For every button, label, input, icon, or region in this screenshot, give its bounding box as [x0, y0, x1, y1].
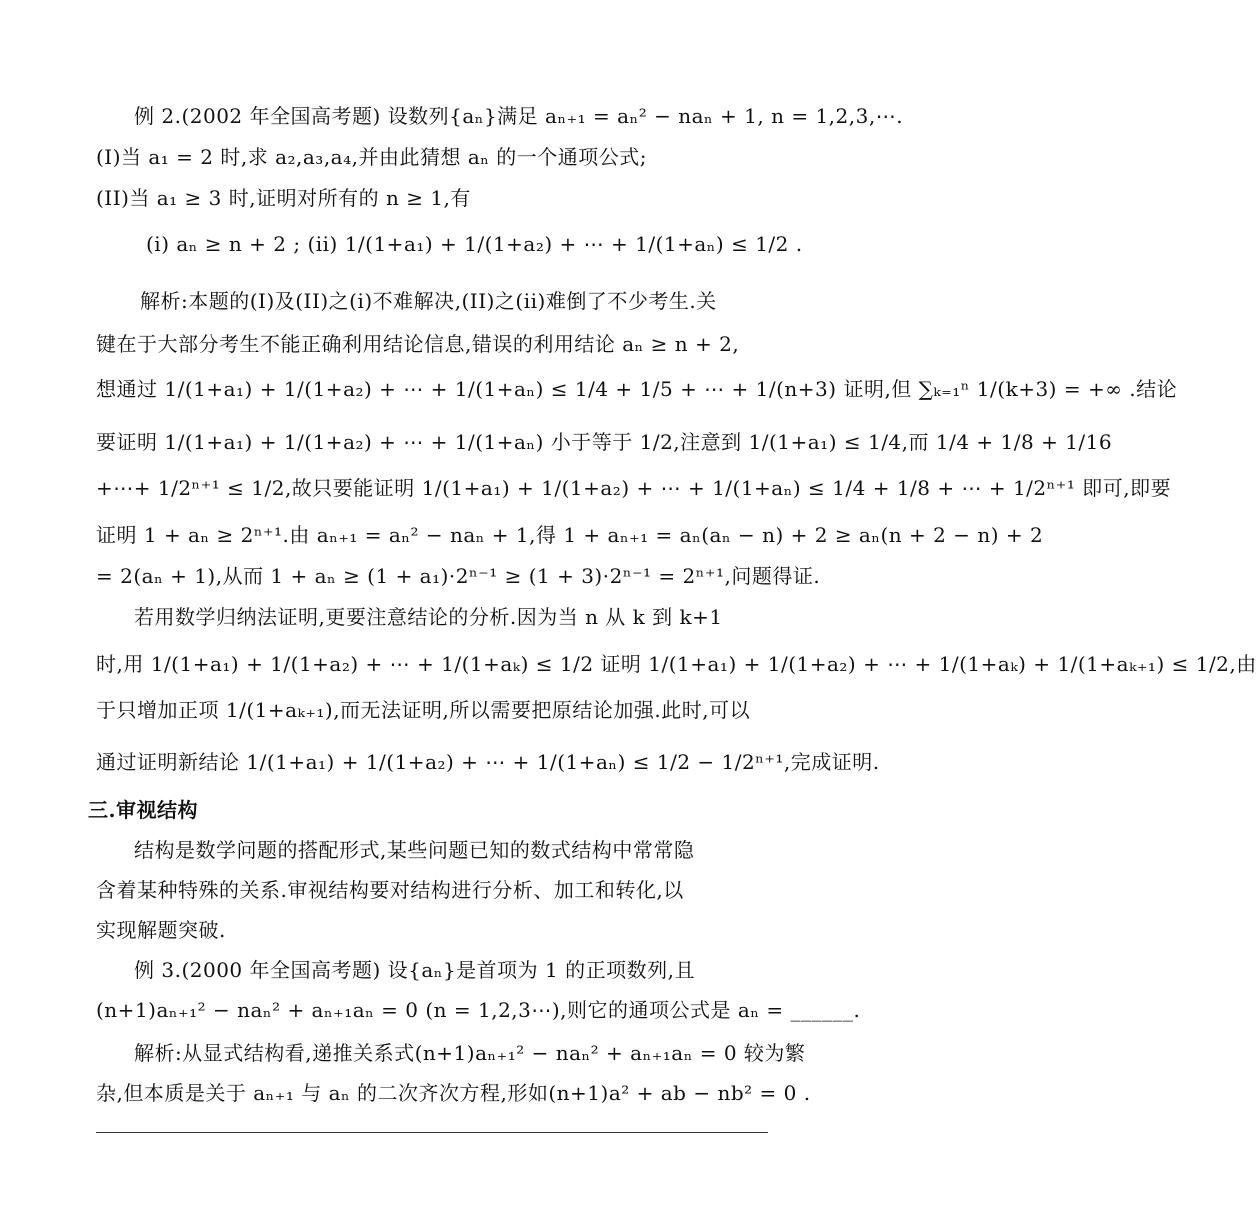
text-line: 含着某种特殊的关系.审视结构要对结构进行分析、加工和转化,以 — [96, 877, 684, 902]
section-heading: 三.审视结构 — [88, 797, 198, 822]
text-line: (I)当 a₁ = 2 时,求 a₂,a₃,a₄,并由此猜想 aₙ 的一个通项公式; — [96, 144, 647, 169]
text-line: 杂,但本质是关于 aₙ₊₁ 与 aₙ 的二次齐次方程,形如(n+1)a² + ab − nb² = 0 . — [96, 1080, 811, 1105]
text-line: (n+1)aₙ₊₁² − naₙ² + aₙ₊₁aₙ = 0 (n = 1,2,3⋯),则它的通项公式是 aₙ = ______. — [96, 997, 861, 1022]
text-line: 结构是数学问题的搭配形式,某些问题已知的数式结构中常常隐 — [134, 837, 695, 862]
text-line: 要证明 1/(1+a₁) + 1/(1+a₂) + ⋯ + 1/(1+aₙ) 小于等于 1/2,注意到 1/(1+a₁) ≤ 1/4,而 1/4 + 1/8 + 1/16 — [96, 429, 1113, 454]
text-line: 时,用 1/(1+a₁) + 1/(1+a₂) + ⋯ + 1/(1+aₖ) ≤ 1/2 证明 1/(1+a₁) + 1/(1+a₂) + ⋯ + 1/(1+aₖ) + 1/(1+aₖ₊₁) ≤ 1/2,由 — [96, 651, 1257, 676]
text-line: 想通过 1/(1+a₁) + 1/(1+a₂) + ⋯ + 1/(1+aₙ) ≤ 1/4 + 1/5 + ⋯ + 1/(n+3) 证明,但 ∑ₖ₌₁ⁿ 1/(k+3) = +∞ .结论 — [96, 376, 1178, 401]
text-line: 解析:从显式结构看,递推关系式(n+1)aₙ₊₁² − naₙ² + aₙ₊₁aₙ = 0 较为繁 — [134, 1040, 806, 1065]
text-line: 于只增加正项 1/(1+aₖ₊₁),而无法证明,所以需要把原结论加强.此时,可以 — [96, 697, 751, 722]
text-line: 键在于大部分考生不能正确利用结论信息,错误的利用结论 aₙ ≥ n + 2, — [96, 331, 740, 356]
text-line: 解析:本题的(I)及(II)之(i)不难解决,(II)之(ii)难倒了不少考生.关 — [140, 288, 717, 313]
text-line: 通过证明新结论 1/(1+a₁) + 1/(1+a₂) + ⋯ + 1/(1+aₙ) ≤ 1/2 − 1/2ⁿ⁺¹,完成证明. — [96, 749, 880, 774]
footer-rule — [96, 1132, 768, 1133]
text-line: 例 3.(2000 年全国高考题) 设{aₙ}是首项为 1 的正项数列,且 — [134, 957, 695, 982]
text-line: = 2(aₙ + 1),从而 1 + aₙ ≥ (1 + a₁)·2ⁿ⁻¹ ≥ (1 + 3)·2ⁿ⁻¹ = 2ⁿ⁺¹,问题得证. — [96, 563, 821, 588]
text-line: 若用数学归纳法证明,更要注意结论的分析.因为当 n 从 k 到 k+1 — [134, 604, 723, 629]
text-line: (II)当 a₁ ≥ 3 时,证明对所有的 n ≥ 1,有 — [96, 185, 471, 210]
text-line: +⋯+ 1/2ⁿ⁺¹ ≤ 1/2,故只要能证明 1/(1+a₁) + 1/(1+a₂) + ⋯ + 1/(1+aₙ) ≤ 1/4 + 1/8 + ⋯ + 1/2ⁿ⁺¹ 即可,即要 — [96, 475, 1172, 500]
text-line: 证明 1 + aₙ ≥ 2ⁿ⁺¹.由 aₙ₊₁ = aₙ² − naₙ + 1,得 1 + aₙ₊₁ = aₙ(aₙ − n) + 2 ≥ aₙ(n + 2 − n) + 2 — [96, 522, 1044, 547]
text-line: 实现解题突破. — [96, 917, 226, 942]
text-line: 例 2.(2002 年全国高考题) 设数列{aₙ}满足 aₙ₊₁ = aₙ² − naₙ + 1, n = 1,2,3,⋯. — [134, 103, 904, 128]
text-line: (i) aₙ ≥ n + 2 ; (ii) 1/(1+a₁) + 1/(1+a₂) + ⋯ + 1/(1+aₙ) ≤ 1/2 . — [146, 232, 803, 256]
